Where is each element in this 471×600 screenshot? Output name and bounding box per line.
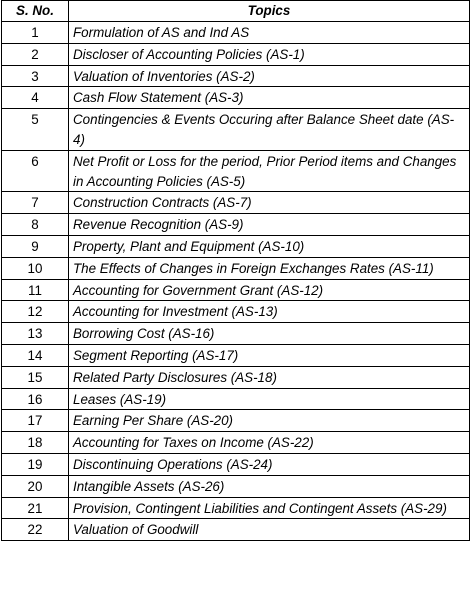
serial-number-cell: 14	[2, 344, 69, 366]
serial-number-cell: 5	[2, 109, 69, 151]
serial-number-cell: 19	[2, 453, 69, 475]
table-row	[2, 432, 470, 454]
table-row	[2, 65, 470, 87]
topic-cell: Net Profit or Loss for the period, Prior Period items and Changes in Accounting Policies (AS-5)	[69, 150, 470, 192]
serial-number-cell: 22	[2, 519, 69, 541]
serial-number-cell: 4	[2, 87, 69, 109]
serial-number-cell: 2	[2, 43, 69, 65]
serial-number-cell: 18	[2, 432, 69, 454]
topic-cell: Leases (AS-19)	[69, 388, 470, 410]
topic-cell: Construction Contracts (AS-7)	[69, 192, 470, 214]
serial-number-cell: 11	[2, 279, 69, 301]
topic-cell: Discontinuing Operations (AS-24)	[69, 453, 470, 475]
table-row	[2, 214, 470, 236]
table-row	[2, 257, 470, 279]
table-row	[2, 410, 470, 432]
topic-cell: Cash Flow Statement (AS-3)	[69, 87, 470, 109]
table-row	[2, 344, 470, 366]
serial-number-cell: 16	[2, 388, 69, 410]
topics-table	[1, 0, 470, 541]
serial-number-cell: 8	[2, 214, 69, 236]
topic-cell: Segment Reporting (AS-17)	[69, 344, 470, 366]
table-row	[2, 323, 470, 345]
serial-number-cell: 17	[2, 410, 69, 432]
topics-header: Topics	[69, 1, 470, 22]
serial-number-cell: 21	[2, 497, 69, 519]
topic-cell: Related Party Disclosures (AS-18)	[69, 366, 470, 388]
topic-cell: The Effects of Changes in Foreign Exchanges Rates (AS-11)	[69, 257, 470, 279]
serial-number-cell: 7	[2, 192, 69, 214]
topic-cell: Valuation of Inventories (AS-2)	[69, 65, 470, 87]
table-row	[2, 453, 470, 475]
topic-cell: Accounting for Government Grant (AS-12)	[69, 279, 470, 301]
table-row	[2, 22, 470, 44]
table-row	[2, 87, 470, 109]
serial-number-cell: 6	[2, 150, 69, 192]
table-row	[2, 192, 470, 214]
table-row	[2, 475, 470, 497]
serial-number-cell: 13	[2, 323, 69, 345]
table-row	[2, 150, 470, 192]
table-row	[2, 519, 470, 541]
serial-number-cell: 3	[2, 65, 69, 87]
table-header-row	[2, 1, 470, 22]
topic-cell: Contingencies & Events Occuring after Balance Sheet date (AS-4)	[69, 109, 470, 151]
table-row	[2, 109, 470, 151]
topic-cell: Provision, Contingent Liabilities and Contingent Assets (AS-29)	[69, 497, 470, 519]
sno-header: S. No.	[2, 1, 69, 22]
table-row	[2, 388, 470, 410]
topic-cell: Property, Plant and Equipment (AS-10)	[69, 235, 470, 257]
serial-number-cell: 9	[2, 235, 69, 257]
table-row	[2, 279, 470, 301]
topic-cell: Intangible Assets (AS-26)	[69, 475, 470, 497]
table-row	[2, 497, 470, 519]
serial-number-cell: 1	[2, 22, 69, 44]
topic-cell: Discloser of Accounting Policies (AS-1)	[69, 43, 470, 65]
table-row	[2, 43, 470, 65]
topic-cell: Earning Per Share (AS-20)	[69, 410, 470, 432]
serial-number-cell: 15	[2, 366, 69, 388]
table-row	[2, 301, 470, 323]
topic-cell: Valuation of Goodwill	[69, 519, 470, 541]
topic-cell: Borrowing Cost (AS-16)	[69, 323, 470, 345]
table-row	[2, 235, 470, 257]
topic-cell: Accounting for Taxes on Income (AS-22)	[69, 432, 470, 454]
serial-number-cell: 12	[2, 301, 69, 323]
table-row	[2, 366, 470, 388]
topic-cell: Formulation of AS and Ind AS	[69, 22, 470, 44]
serial-number-cell: 10	[2, 257, 69, 279]
topic-cell: Accounting for Investment (AS-13)	[69, 301, 470, 323]
topic-cell: Revenue Recognition (AS-9)	[69, 214, 470, 236]
table-body	[2, 22, 470, 541]
serial-number-cell: 20	[2, 475, 69, 497]
